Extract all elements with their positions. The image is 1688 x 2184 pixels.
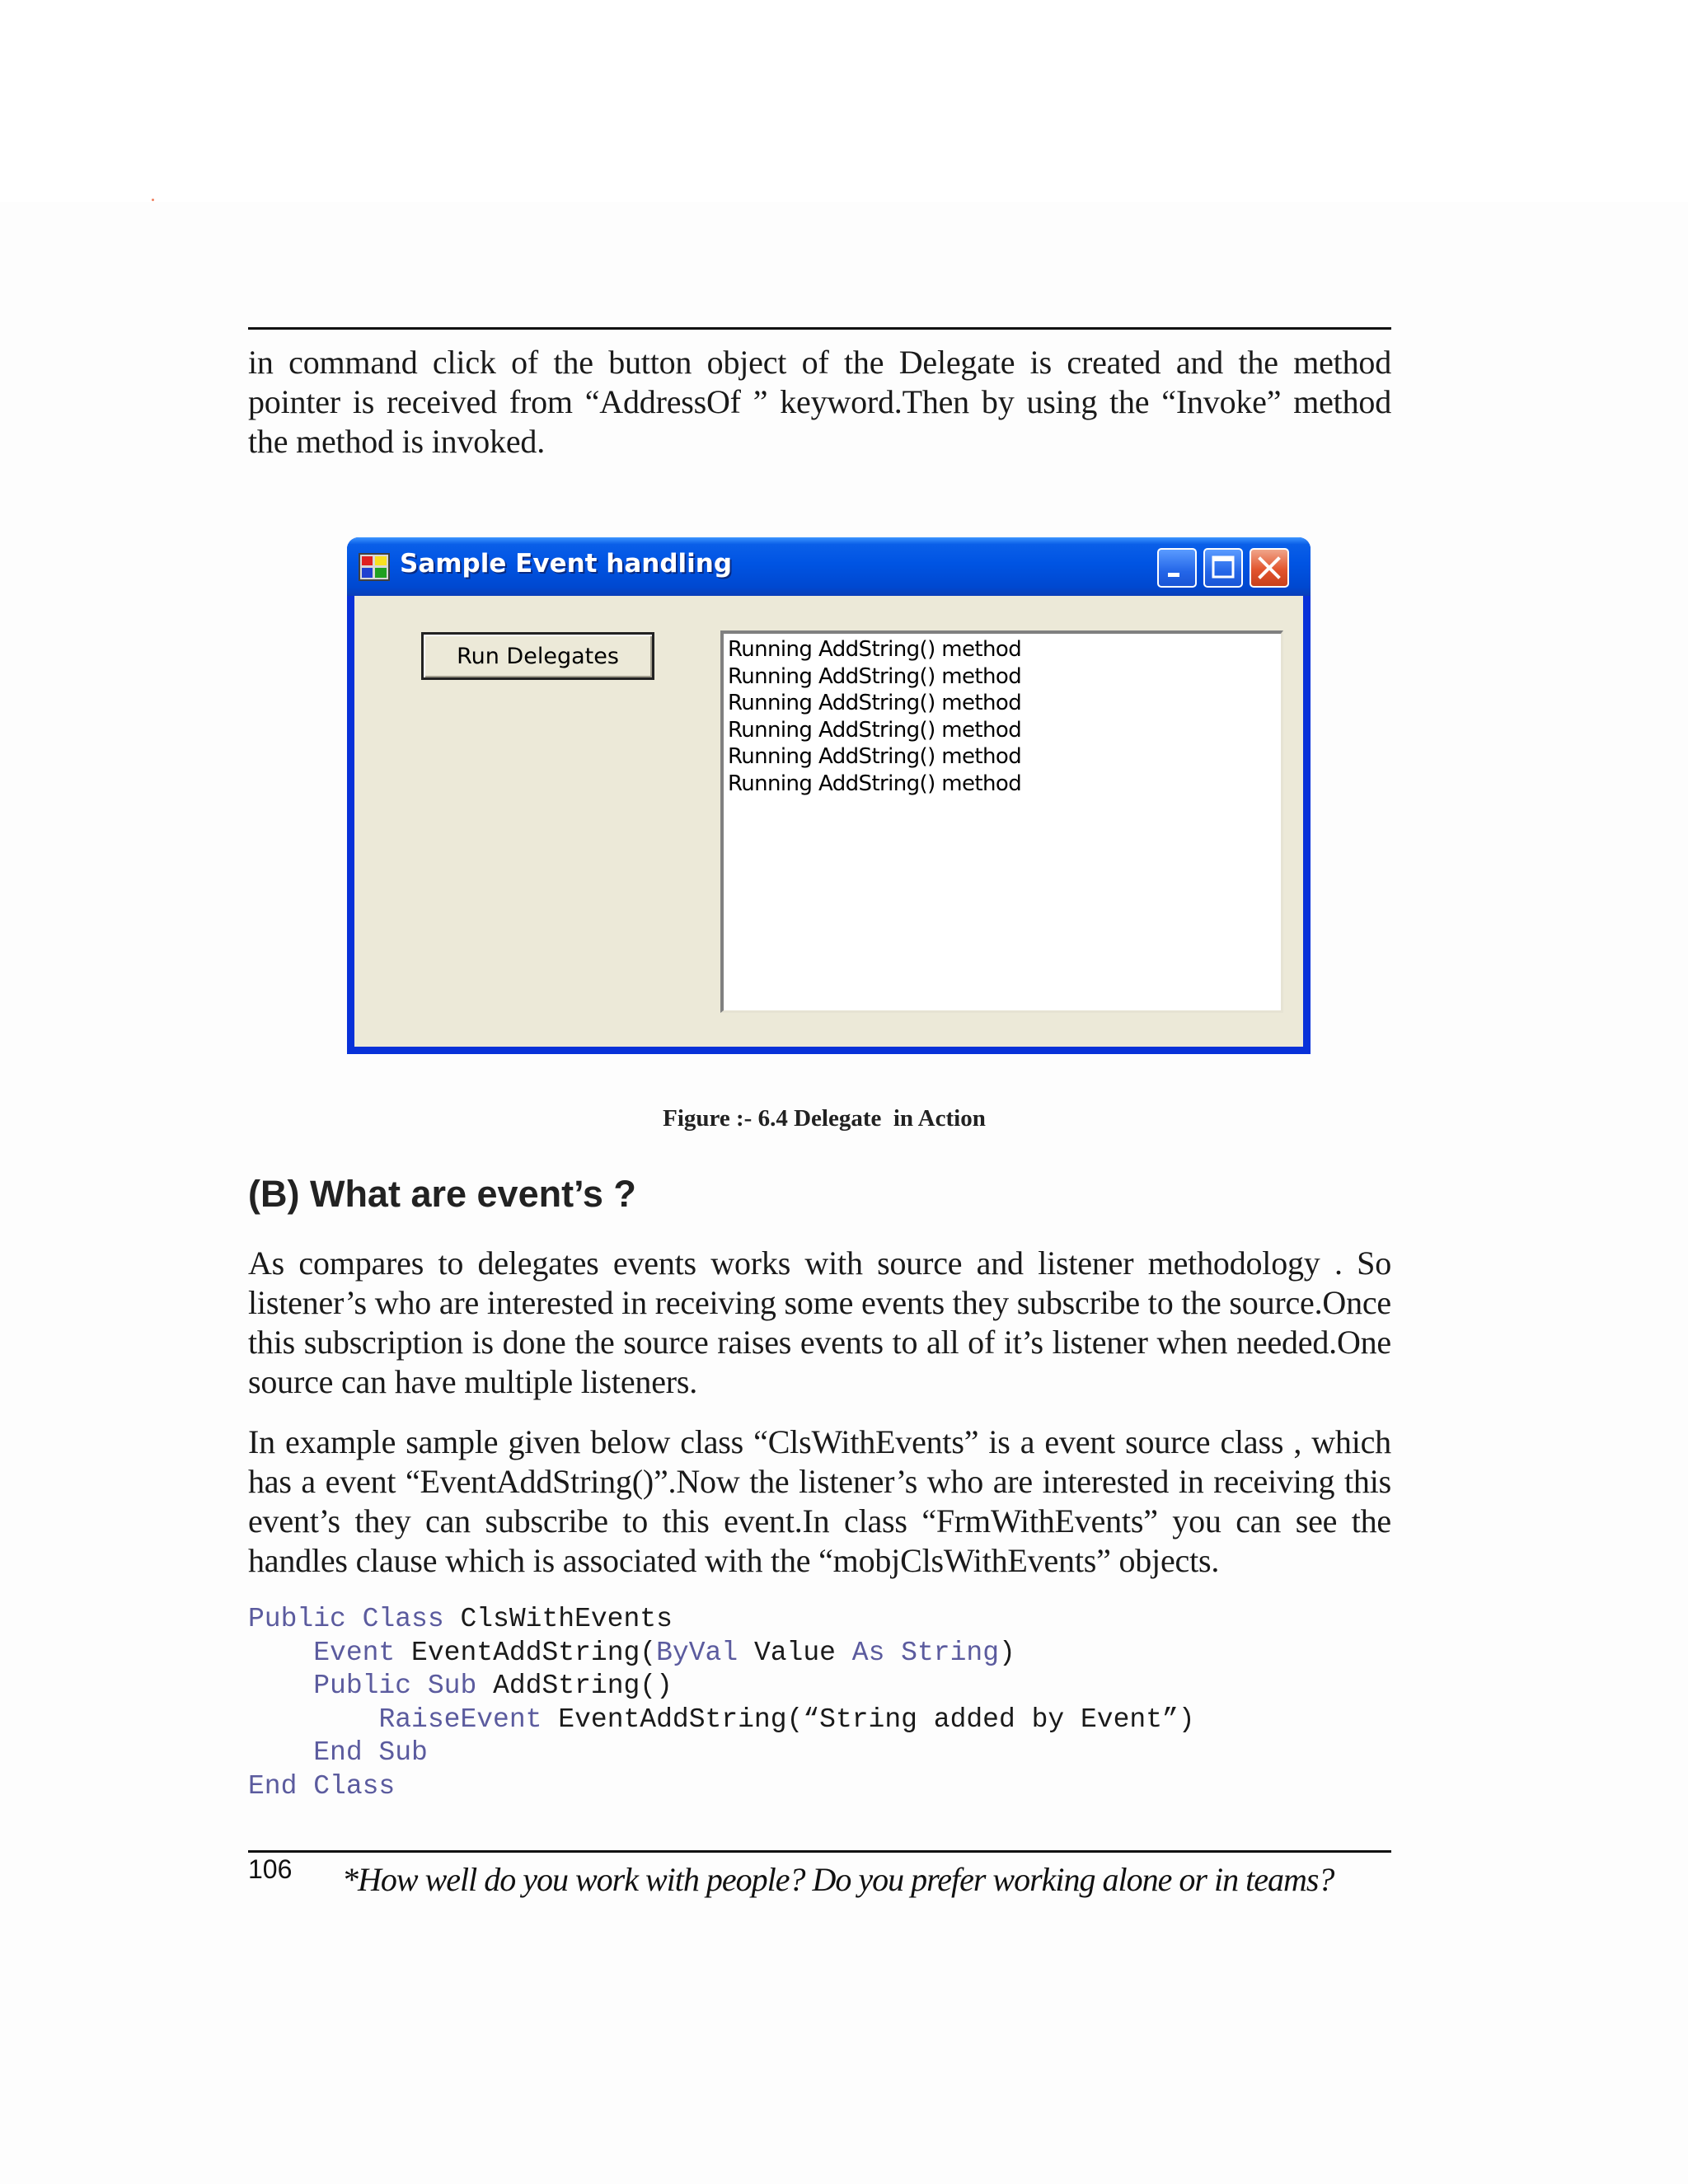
maximize-icon <box>1205 550 1241 586</box>
header-rule <box>248 327 1391 330</box>
list-item[interactable]: Running AddString() method <box>728 637 1022 662</box>
window-titlebar[interactable] <box>347 537 1311 596</box>
footer-quote: *How well do you work with people? Do you prefer working alone or in teams? <box>342 1861 1334 1898</box>
intro-paragraph: in command click of the button object of the Delegate is created and the method pointer is received from “AddressOf ” keyword.Then by using the “Invoke” method the method is invoked. <box>248 344 1391 460</box>
body-paragraph: As compares to delegates events works with source and listener methodology . So listener’s who are interested in receiving some events they subscribe to the source.Once this subscription is done the source raises events to all of it’s listener when needed.One source can have multiple listeners. <box>248 1244 1391 1400</box>
code-text: EventAddString(“String added by Event”) <box>542 1704 1195 1735</box>
list-item[interactable]: Running AddString() method <box>728 663 1022 689</box>
output-listbox[interactable] <box>720 630 1283 1013</box>
page-number: 106 <box>248 1854 293 1884</box>
list-item[interactable]: Running AddString() method <box>728 744 1022 770</box>
minimize-icon <box>1159 550 1195 586</box>
run-delegates-button[interactable]: Run Delegates <box>421 632 654 680</box>
code-text: Value <box>738 1637 852 1668</box>
code-keyword: End Class <box>248 1770 396 1802</box>
code-keyword: Event <box>313 1637 396 1668</box>
window-title: Sample Event handling <box>400 549 733 579</box>
body-paragraph: In example sample given below class “ClsWithEvents” is a event source class , which has a event “EventAddString()”.Now the listener’s who are interested in receiving this event’s they can subscribe to this event.In class “FrmWithEvents” you can see the handles clause which is associated with the “mobjClsWithEvents” objects. <box>248 1423 1391 1579</box>
scan-speck <box>152 199 154 201</box>
code-text: ) <box>999 1637 1015 1668</box>
figure-caption: Figure :- 6.4 Delegate in Action <box>663 1105 986 1132</box>
code-text: ClsWithEvents <box>443 1604 673 1634</box>
code-keyword: ByVal <box>656 1637 738 1668</box>
code-keyword: Public Class <box>248 1604 444 1634</box>
list-item[interactable]: Running AddString() method <box>728 691 1022 716</box>
code-text: AddString() <box>476 1671 673 1701</box>
code-text: EventAddString( <box>395 1637 657 1668</box>
code-keyword: Public Sub <box>313 1671 477 1701</box>
list-item[interactable]: Running AddString() method <box>728 717 1022 743</box>
sample-window <box>347 537 1311 1054</box>
minimize-button[interactable] <box>1157 548 1197 588</box>
footer-rule <box>248 1850 1391 1853</box>
close-icon <box>1251 550 1287 586</box>
code-keyword: RaiseEvent <box>378 1704 542 1735</box>
form-app-icon <box>359 553 390 581</box>
window-client-area <box>354 596 1303 1047</box>
code-keyword: As String <box>851 1637 999 1668</box>
list-item[interactable]: Running AddString() method <box>728 771 1022 796</box>
code-keyword: End Sub <box>313 1737 428 1768</box>
maximize-button[interactable] <box>1203 548 1243 588</box>
section-heading: (B) What are event’s ? <box>248 1173 636 1215</box>
code-listing <box>248 1603 1195 1803</box>
close-button[interactable] <box>1250 548 1289 588</box>
